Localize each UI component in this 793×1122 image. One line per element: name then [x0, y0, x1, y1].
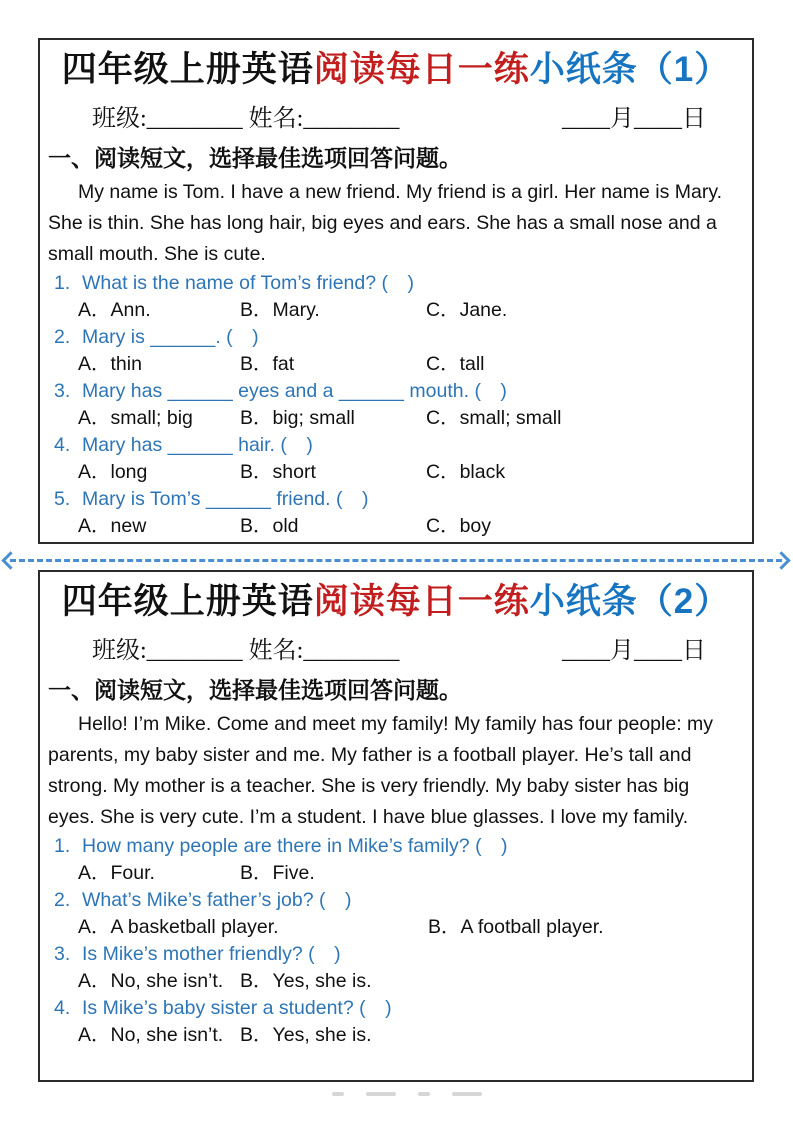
reading-passage: My name is Tom. I have a new friend. My friend is a girl. Her name is Mary. She is thin. She has long hair, big eyes and ears. She has a small nose and a small mouth. She is cute.: [48, 181, 723, 265]
worksheet-card-1: [38, 38, 754, 544]
question-2: [40, 887, 752, 941]
options-row: [78, 459, 752, 486]
options-row: [78, 405, 752, 432]
option-a: A．Four.: [78, 862, 155, 884]
question-1: [40, 833, 752, 887]
option-a: A．small; big: [78, 407, 193, 429]
option-b: B．A football player.: [428, 916, 604, 938]
title-topic-part: 阅读每日一练: [313, 582, 530, 621]
question-body: Mary has ______ eyes and a ______ mouth. ( ): [82, 380, 507, 402]
options-row: [78, 968, 752, 995]
question-text: [54, 887, 752, 914]
title-topic-part: 阅读每日一练: [313, 50, 530, 89]
option-b: B．short: [240, 461, 316, 483]
question-3: [40, 941, 752, 995]
worksheet-card-2: [38, 570, 754, 1082]
question-number: 1.: [54, 835, 71, 857]
question-body: Is Mike’s baby sister a student? ( ): [82, 997, 392, 1019]
question-4: [40, 995, 752, 1049]
option-a: A．new: [78, 515, 147, 537]
option-b: B．Yes, she is.: [240, 970, 372, 992]
question-body: Mary has ______ hair. ( ): [82, 434, 313, 456]
question-text: [54, 270, 752, 297]
option-b: B．Mary.: [240, 299, 320, 321]
class-name-fields: 班级:________ 姓名:________: [92, 106, 400, 132]
option-b: B．old: [240, 515, 299, 537]
worksheet-title-1: [40, 47, 752, 93]
options-row: [78, 351, 752, 378]
section-heading: 一、阅读短文，选择最佳选项回答问题。: [48, 678, 462, 703]
footer-watermark: [332, 1092, 482, 1096]
option-a: A．long: [78, 461, 148, 483]
question-number: 2.: [54, 326, 71, 348]
class-name-fields: 班级:________ 姓名:________: [92, 638, 400, 664]
question-number: 5.: [54, 488, 71, 510]
option-b: B．Yes, she is.: [240, 1024, 372, 1046]
left-arrow-icon: [1, 551, 19, 569]
option-c: C．small; small: [426, 407, 562, 429]
question-body: Mary is Tom’s ______ friend. ( ): [82, 488, 369, 510]
question-body: What is the name of Tom’s friend? ( ): [82, 272, 414, 294]
option-a: A．No, she isn’t.: [78, 970, 224, 992]
option-b: B．fat: [240, 353, 295, 375]
question-4: [40, 432, 752, 486]
cut-line-divider: [4, 553, 788, 568]
question-body: What’s Mike’s father’s job? ( ): [82, 889, 352, 911]
options-row: [78, 860, 752, 887]
question-text: [54, 324, 752, 351]
question-text: [54, 486, 752, 513]
option-a: A．No, she isn’t.: [78, 1024, 224, 1046]
option-a: A．thin: [78, 353, 142, 375]
date-fields: ____月____日: [562, 106, 706, 132]
question-number: 3.: [54, 943, 71, 965]
date-fields: ____月____日: [562, 638, 706, 664]
option-b: B．Five.: [240, 862, 315, 884]
question-text: [54, 432, 752, 459]
title-grade-part: 四年级上册英语: [61, 582, 314, 621]
dashed-line: [10, 559, 782, 562]
question-number: 2.: [54, 889, 71, 911]
question-text: [54, 833, 752, 860]
reading-passage: Hello! I’m Mike. Come and meet my family! My family has four people: my parents, my baby sister and me. My father is a football player. He’s tall and strong. My mother is a teacher. She is very friendly. My baby sister has big eyes. She is very cute. I’m a student. I have blue glasses. I love my family.: [48, 713, 714, 828]
question-text: [54, 995, 752, 1022]
option-a: A．Ann.: [78, 299, 151, 321]
student-info-row: [92, 103, 706, 135]
question-body: Is Mike’s mother friendly? ( ): [82, 943, 341, 965]
question-5: [40, 486, 752, 540]
right-arrow-icon: [772, 551, 790, 569]
option-a: A．A basketball player.: [78, 916, 279, 938]
question-text: [54, 941, 752, 968]
option-c: C．black: [426, 461, 506, 483]
question-number: 3.: [54, 380, 71, 402]
student-info-row: [92, 635, 706, 667]
question-body: Mary is ______. ( ): [82, 326, 259, 348]
options-row: [78, 914, 752, 941]
options-row: [78, 1022, 752, 1049]
option-c: C．boy: [426, 515, 492, 537]
options-row: [78, 297, 752, 324]
worksheet-title-2: [40, 579, 752, 625]
section-heading: 一、阅读短文，选择最佳选项回答问题。: [48, 146, 462, 171]
option-c: C．tall: [426, 353, 485, 375]
question-2: [40, 324, 752, 378]
title-slip-number-part: 小纸条（2）: [529, 582, 731, 621]
title-grade-part: 四年级上册英语: [61, 50, 314, 89]
question-text: [54, 378, 752, 405]
question-3: [40, 378, 752, 432]
question-number: 1.: [54, 272, 71, 294]
options-row: [78, 513, 752, 540]
option-c: C．Jane.: [426, 299, 508, 321]
question-body: How many people are there in Mike’s family? ( ): [82, 835, 508, 857]
question-number: 4.: [54, 434, 71, 456]
question-number: 4.: [54, 997, 71, 1019]
option-b: B．big; small: [240, 407, 355, 429]
question-1: [40, 270, 752, 324]
title-slip-number-part: 小纸条（1）: [529, 50, 731, 89]
